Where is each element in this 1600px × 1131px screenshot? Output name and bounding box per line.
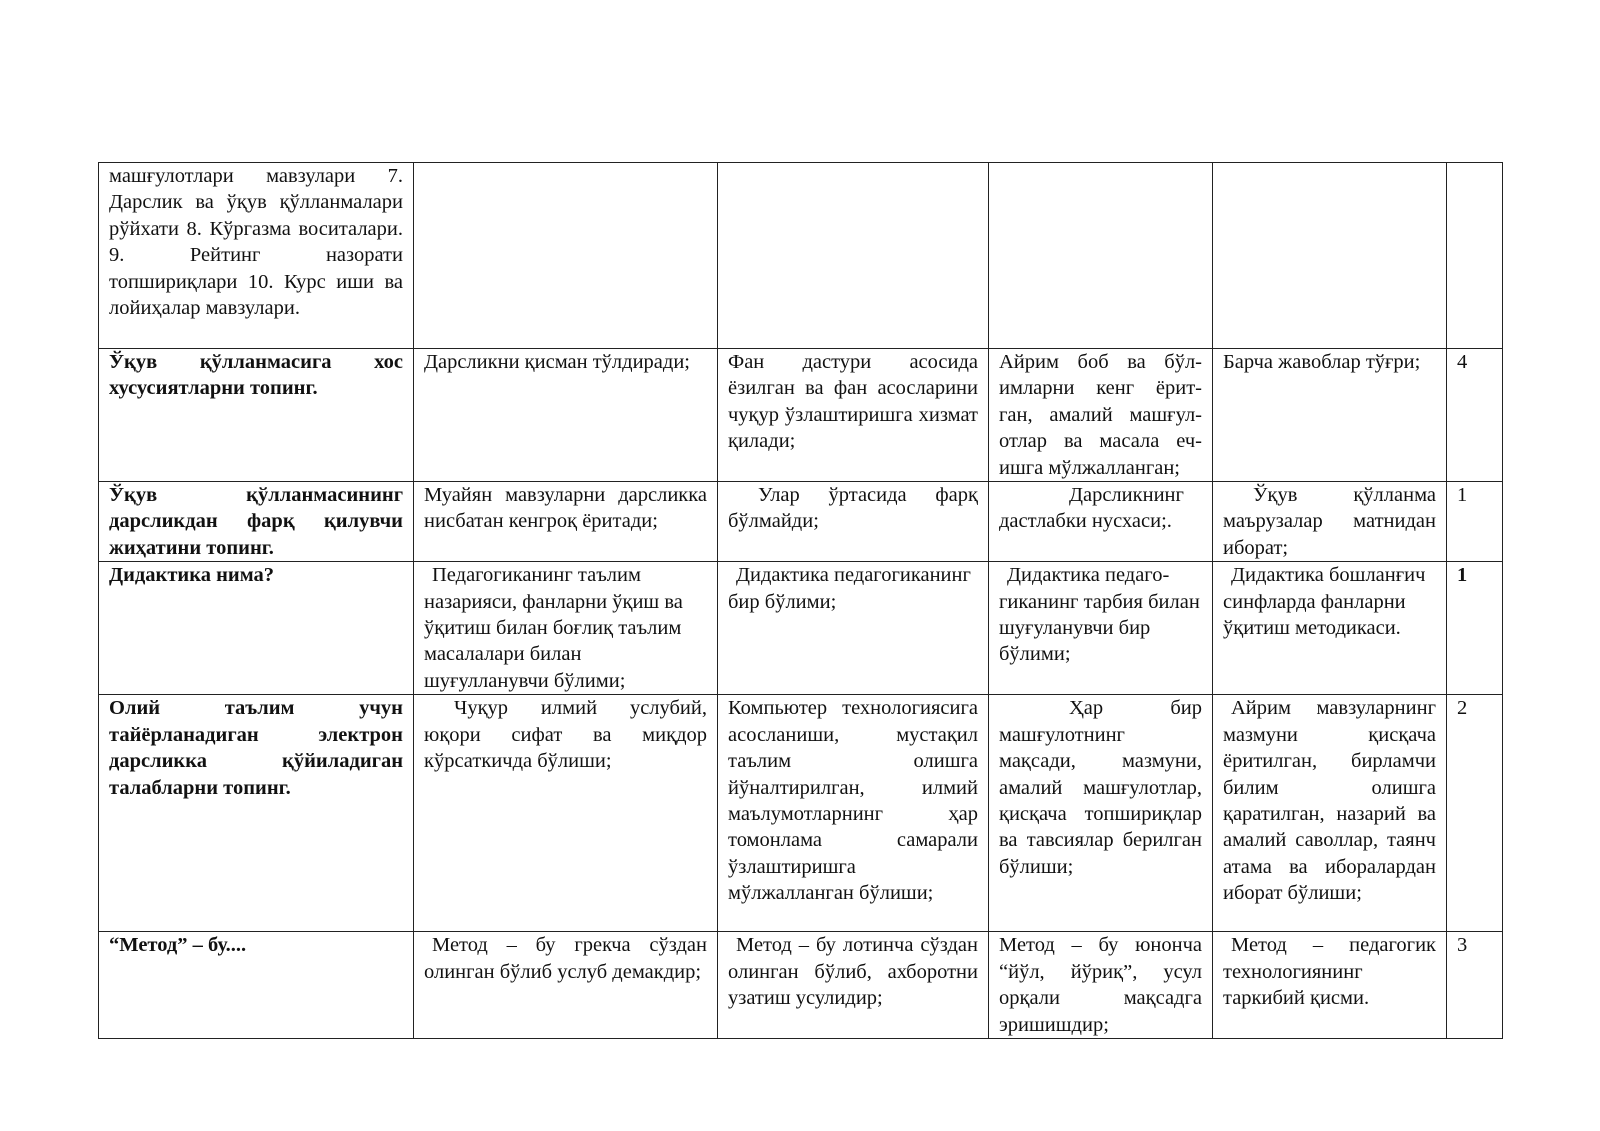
answer-b-cell: Компьютер технологиясига асосланиши, мустақил таълим олишга йўналтирилган, илмий маълумотларнинг ҳар томонлама самарали ўзлаштиришга мўлжалланган бўлиши; (718, 695, 989, 932)
answer-key-cell: 3 (1447, 932, 1503, 1039)
table-row (99, 932, 1503, 1039)
table-row (99, 163, 1503, 349)
question-cell: Дидактика нима? (99, 562, 414, 695)
answer-c-cell (989, 163, 1213, 349)
answer-a-cell: Муайян мавзуларни дарсликка нисбатан кенгроқ ёритади; (414, 482, 718, 562)
test-questions-table (98, 162, 1503, 1039)
question-cell: “Метод” – бу.... (99, 932, 414, 1039)
question-cell: Олий таълим учун тайёрланадиган электрон дарсликка қўйиладиган талабларни топинг. (99, 695, 414, 932)
answer-c-cell: Дарсликнинг дастлабки нусхаси;. (989, 482, 1213, 562)
answer-key-cell: 1 (1447, 562, 1503, 695)
answer-key-cell: 1 (1447, 482, 1503, 562)
answer-a-cell: Чуқур илмий услубий, юқори сифат ва миқдор кўрсаткичда бўлиши; (414, 695, 718, 932)
answer-b-cell: Фан дастури асосида ёзилган ва фан асосларини чуқур ўзлаштиришга хизмат қилади; (718, 349, 989, 482)
answer-c-cell: Ҳар бир машғулотнинг мақсади, мазмуни, амалий машғулотлар, қисқача топшириқлар ва тавсиялар берилган бўлиши; (989, 695, 1213, 932)
question-cell: Ўқув қўлланмасига хос хусусиятларни топинг. (99, 349, 414, 482)
answer-a-cell: Метод – бу грекча сўздан олинган бўлиб услуб демакдир; (414, 932, 718, 1039)
table-row (99, 562, 1503, 695)
table-row (99, 349, 1503, 482)
answer-b-cell: Улар ўртасида фарқ бўлмайди; (718, 482, 989, 562)
table-row (99, 695, 1503, 932)
answer-key-cell: 2 (1447, 695, 1503, 932)
table-row (99, 482, 1503, 562)
answer-a-cell (414, 163, 718, 349)
answer-b-cell: Дидактика педагогиканинг бир бўлими; (718, 562, 989, 695)
answer-c-cell: Дидактика педаго-гиканинг тарбия билан шуғуланувчи бир бўлими; (989, 562, 1213, 695)
answer-d-cell: Барча жавоблар тўғри; (1213, 349, 1447, 482)
answer-key-cell (1447, 163, 1503, 349)
answer-d-cell: Дидактика бошланғич синфларда фанларни ўқитиш методикаси. (1213, 562, 1447, 695)
answer-a-cell: Педагогиканинг таълим назарияси, фанларни ўқиш ва ўқитиш билан боғлиқ таълим масалалари билан шуғулланувчи бўлими; (414, 562, 718, 695)
answer-d-cell (1213, 163, 1447, 349)
answer-d-cell: Ўқув қўлланма маърузалар матнидан иборат; (1213, 482, 1447, 562)
answer-c-cell: Айрим боб ва бўл-имларни кенг ёрит-ган, амалий машғул-отлар ва масала еч-ишга мўлжалланган; (989, 349, 1213, 482)
answer-d-cell: Айрим мавзуларнинг мазмуни қисқача ёритилган, бирламчи билим олишга қаратилган, назарий ва амалий саволлар, таянч атама ва иборалардан иборат бўлиши; (1213, 695, 1447, 932)
answer-b-cell (718, 163, 989, 349)
answer-c-cell: Метод – бу юнонча “йўл, йўриқ”, усул орқали мақсадга эришишдир; (989, 932, 1213, 1039)
question-cell: Ўқув қўлланмасининг дарсликдан фарқ қилувчи жиҳатини топинг. (99, 482, 414, 562)
answer-b-cell: Метод – бу лотинча сўздан олинган бўлиб, ахборотни узатиш усулидир; (718, 932, 989, 1039)
answer-d-cell: Метод – педагогик технологиянинг таркибий қисми. (1213, 932, 1447, 1039)
question-cell: машғулотлари мавзулари 7. Дарслик ва ўқув қўлланмалари рўйхати 8. Кўргазма воситалари. 9. Рейтинг назорати топшириқлари 10. Курс иши ва лойиҳалар мавзулари. (99, 163, 414, 349)
answer-key-cell: 4 (1447, 349, 1503, 482)
answer-a-cell: Дарсликни қисман тўлдиради; (414, 349, 718, 482)
